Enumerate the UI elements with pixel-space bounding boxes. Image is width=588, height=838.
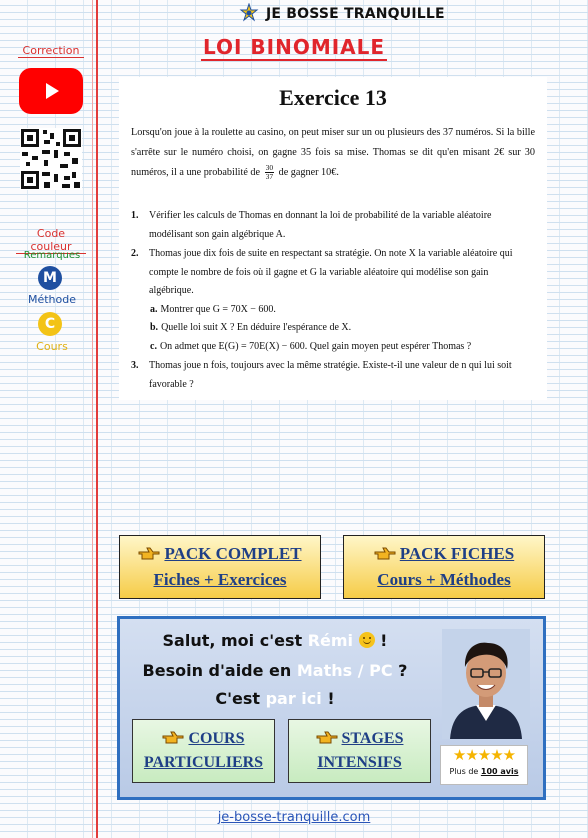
reviews-prefix: Plus de	[449, 767, 481, 776]
question-1-number: 1.	[131, 210, 139, 221]
pointing-hand-icon	[162, 729, 184, 745]
cours-particuliers-line2: PARTICULIERS	[143, 754, 264, 771]
question-2a-text: Montrer que G = 70X − 600.	[160, 304, 276, 315]
question-2c-text: On admet que E(G) = 70E(X) − 600. Quel gain moyen peut espérer Thomas ?	[159, 341, 472, 352]
tutor-photo	[442, 629, 530, 739]
question-2a-label: a.	[150, 304, 158, 315]
pack-fiches-button[interactable]	[343, 535, 545, 599]
exercise-intro	[131, 123, 535, 183]
promo-subject: Maths / PC	[296, 661, 393, 680]
correction-label: Correction	[18, 44, 84, 58]
question-1-text: Vérifier les calculs de Thomas en donnant la loi de probabilité de la variable aléatoire modélisant son gain algébrique A.	[149, 210, 492, 240]
question-2a	[150, 301, 535, 320]
question-1	[131, 207, 535, 244]
pointing-hand-icon	[374, 545, 396, 561]
promo-cta	[120, 689, 430, 708]
promo-cta-text: C'est	[215, 689, 266, 708]
intro-text-1: Lorsqu'on joue à la roulette au casino, on peut miser sur un ou plusieurs des 37 numéros. Si la bille s'arrête sur le numéro choisi, on gagne 35 fois sa mise. Thomas se dit qu'en misant 2€ sur 30 numéros, il a une probabilité de	[131, 127, 535, 178]
code-couleur-label: Code couleur	[16, 227, 86, 254]
margin-line-light	[92, 0, 93, 838]
tutoring-promo-panel	[117, 616, 546, 800]
promo-cta-link[interactable]: par ici	[265, 689, 322, 708]
promo-cta-end: !	[321, 689, 335, 708]
intro-text-2: de gagner 10€.	[278, 167, 339, 178]
reviews-count	[441, 766, 527, 778]
brand-logo-icon	[238, 3, 260, 25]
question-2b-label: b.	[150, 322, 159, 333]
pointing-hand-icon	[316, 729, 338, 745]
cours-particuliers-button[interactable]	[132, 719, 275, 783]
promo-greeting-end: !	[374, 631, 388, 650]
stages-intensifs-button[interactable]	[288, 719, 431, 783]
cours-legend: Cours	[36, 340, 68, 353]
chapter-title-text: LOI BINOMIALE	[202, 35, 386, 59]
pack-complet-title: PACK COMPLET	[164, 544, 302, 563]
question-3-number: 3.	[131, 360, 139, 371]
remarques-legend: Remarques	[23, 250, 81, 261]
promo-question-end: ?	[392, 661, 408, 680]
question-3	[131, 357, 535, 394]
promo-greeting	[120, 631, 430, 650]
smiley-icon	[359, 632, 375, 648]
question-2c-label: c.	[150, 341, 157, 352]
rating-box	[440, 745, 528, 785]
stages-intensifs-line1: STAGES	[341, 730, 404, 747]
reviews-link[interactable]: 100 avis	[480, 767, 519, 776]
promo-question-text: Besoin d'aide en	[142, 661, 297, 680]
methode-legend: Méthode	[27, 293, 77, 306]
exercise-title: Exercice 13	[279, 85, 387, 110]
question-2-number: 2.	[131, 248, 139, 259]
probability-fraction	[265, 164, 275, 181]
question-2	[131, 245, 535, 301]
exercise-card	[119, 77, 547, 400]
cours-particuliers-line1: COURS	[188, 730, 245, 747]
cours-badge-icon: C	[38, 312, 62, 336]
methode-badge-icon: M	[38, 266, 62, 290]
qr-code-icon[interactable]	[20, 128, 82, 190]
question-2b	[150, 319, 535, 338]
youtube-correction-button[interactable]	[19, 68, 83, 114]
pack-fiches-subtitle: Cours + Méthodes	[377, 570, 511, 589]
margin-line	[96, 0, 98, 838]
pack-complet-button[interactable]	[119, 535, 321, 599]
brand-name: JE BOSSE TRANQUILLE	[266, 6, 445, 22]
chapter-title	[0, 35, 588, 59]
question-2c	[150, 338, 535, 357]
pointing-hand-icon	[138, 545, 160, 561]
play-icon	[39, 79, 63, 103]
fraction-denominator: 37	[265, 172, 274, 182]
brand-header[interactable]	[238, 2, 445, 26]
stars-icon: ★★★★★	[452, 748, 516, 764]
pack-fiches-title: PACK FICHES	[399, 544, 515, 563]
question-2-text: Thomas joue dix fois de suite en respectant sa stratégie. On note X la variable aléatoire qui compte le nombre de fois où il gagne et G la variable aléatoire qui modélise son gain algébrique.	[149, 248, 513, 296]
question-3-text: Thomas joue n fois, toujours avec la même stratégie. Existe-t-il une valeur de n qui lui soit favorable ?	[149, 360, 512, 390]
website-link[interactable]: je-bosse-tranquille.com	[217, 810, 371, 825]
stages-intensifs-line2: INTENSIFS	[317, 754, 402, 771]
promo-question	[120, 661, 430, 680]
promo-greeting-text: Salut, moi c'est	[162, 631, 308, 650]
question-2b-text: Quelle loi suit X ? En déduire l'espérance de X.	[161, 322, 352, 333]
fraction-numerator: 30	[265, 163, 274, 173]
pack-complet-subtitle: Fiches + Exercices	[153, 570, 287, 589]
promo-name: Rémi	[307, 631, 354, 650]
